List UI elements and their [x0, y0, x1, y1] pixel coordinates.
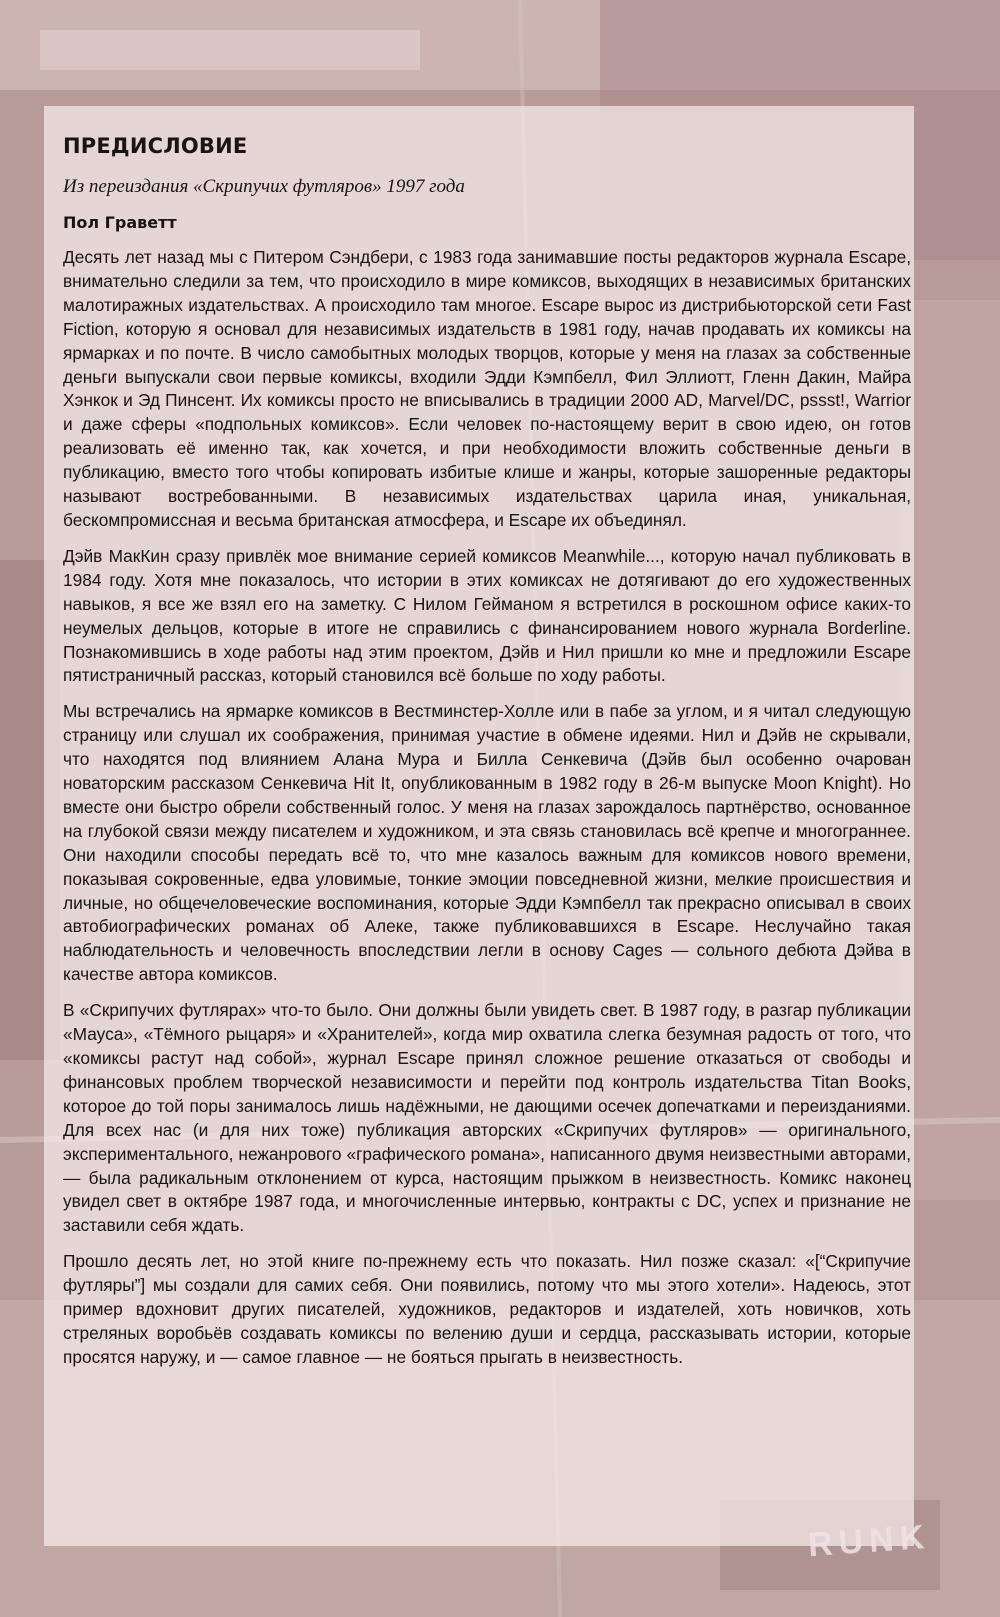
paragraph: В «Скрипучих футлярах» что-то было. Они должны были увидеть свет. В 1987 году, в разгар публикации «Мауса», «Тёмного рыцаря» и «Хранителей», когда мир охватила слегка безумная радость от того, что «комиксы растут над собой», журнал Escape принял сложное решение отказаться от свободы и финансовых проблем творческой независимости и перейти под контроль издательства Titan Books, которое до той поры занималось лишь надёжными, не дающими осечек допечатками и переизданиями. Для всех нас (и для них тоже) публикация авторских «Скрипучих футляров» — оригинального, экспериментального, нежанрового «графического романа», написанного двумя неизвестными авторами, — была радикальным отклонением от курса, настоящим прыжком в неизвестность. Комикс наконец увидел свет в октябре 1987 года, и многочисленные интервью, контракты с DC, успех и признание не заставили себя ждать.: [63, 1000, 911, 1236]
background-stamp-text: RUNK: [806, 1517, 932, 1565]
paragraph: Десять лет назад мы с Питером Сэндбери, с 1983 года занимавшие посты редакторов журнала Escape, внимательно следили за тем, что происходило в мире комиксов, выходящих в независимых британских малотиражных издательствах. А происходило там многое. Escape вырос из дистрибьюторской сети Fast Fiction, которую я основал для независимых издательств в 1981 году, начав продавать их комиксы на ярмарках и по почте. В число самобытных молодых творцов, которые у меня на глазах за собственные деньги выпускали свои первые комиксы, входили Эдди Кэмпбелл, Фил Эллиотт, Гленн Дакин, Майра Хэнкок и Эд Пинсент. Их комиксы просто не вписывались в традиции 2000 AD, Marvel/DC, pssst!, Warrior и даже сферы «подпольных комиксов». Если человек по-настоящему верит в свою идею, он готов реализовать её именно так, как хочется, и при необходимости вложить собственные деньги в публикацию, вместо того чтобы копировать избитые клише и жанры, которые зашоренные редакторы называют востребованными. В независимых издательствах царила иная, уникальная, бескомпромиссная и весьма британская атмосфера, и Escape их объединял.: [63, 247, 911, 530]
author-name: Пол Граветт: [63, 213, 177, 232]
subtitle: Из переиздания «Скрипучих футляров» 1997 года: [63, 176, 465, 197]
page-title: ПРЕДИСЛОВИЕ: [63, 134, 248, 158]
paragraph: Дэйв МакКин сразу привлёк мое внимание серией комиксов Meanwhile..., которую начал публиковать в 1984 году. Хотя мне показалось, что истории в этих комиксах не дотягивают до его художественных навыков, я все же взял его на заметку. С Нилом Гейманом я встретился в роскошном офисе каких-то неумелых дельцов, которые в итоге не справились с финансированием нового журнала Borderline. Познакомившись в ходе работы над этим проектом, Дэйв и Нил пришли ко мне и предложили Escape пятистраничный рассказ, который становился всё больше по ходу работы.: [63, 545, 911, 686]
paragraph: Мы встречались на ярмарке комиксов в Вестминстер-Холле или в пабе за углом, и я читал следующую страницу или слушал их соображения, принимая участие в обмене идеями. Нил и Дэйв не скрывали, что находятся под влиянием Алана Мура и Билла Сенкевича (Дэйв был особенно очарован новаторским рассказом Сенкевича Hit It, опубликованным в 1982 году в 26-м выпуске Moon Knight). Но вместе они быстро обрели собственный голос. У меня на глазах зарождалось партнёрство, основанное на глубокой связи между писателем и художником, и эта связь становилась всё крепче и многограннее. Они находили способы передать всё то, что мне казалось важным для комиксов нового времени, показывая сокровенные, едва уловимые, тонкие эмоции повседневной жизни, мелкие происшествия и личные, но общечеловеческие воспоминания, которые Эдди Кэмпбелл так прекрасно описывал в своих автобиографических романах об Алеке, также публиковавшихся в Escape. Неслучайно такая наблюдательность и человечность впоследствии легли в основу Cages — сольного дебюта Дэйва в качестве автора комиксов.: [63, 701, 911, 985]
preface-content: [63, 132, 911, 1382]
paragraph: Прошло десять лет, но этой книге по-прежнему есть что показать. Нил позже сказал: «[“Скрипучие футляры”] мы создали для самих себя. Они появились, потому что мы этого хотели». Надеюсь, этот пример вдохновит других писателей, художников, редакторов и издателей, хоть новичков, хоть стреляных воробьёв создавать комиксы по велению души и сердца, рассказывать истории, которые просятся наружу, и — самое главное — не бояться прыгать в неизвестность.: [63, 1251, 911, 1367]
